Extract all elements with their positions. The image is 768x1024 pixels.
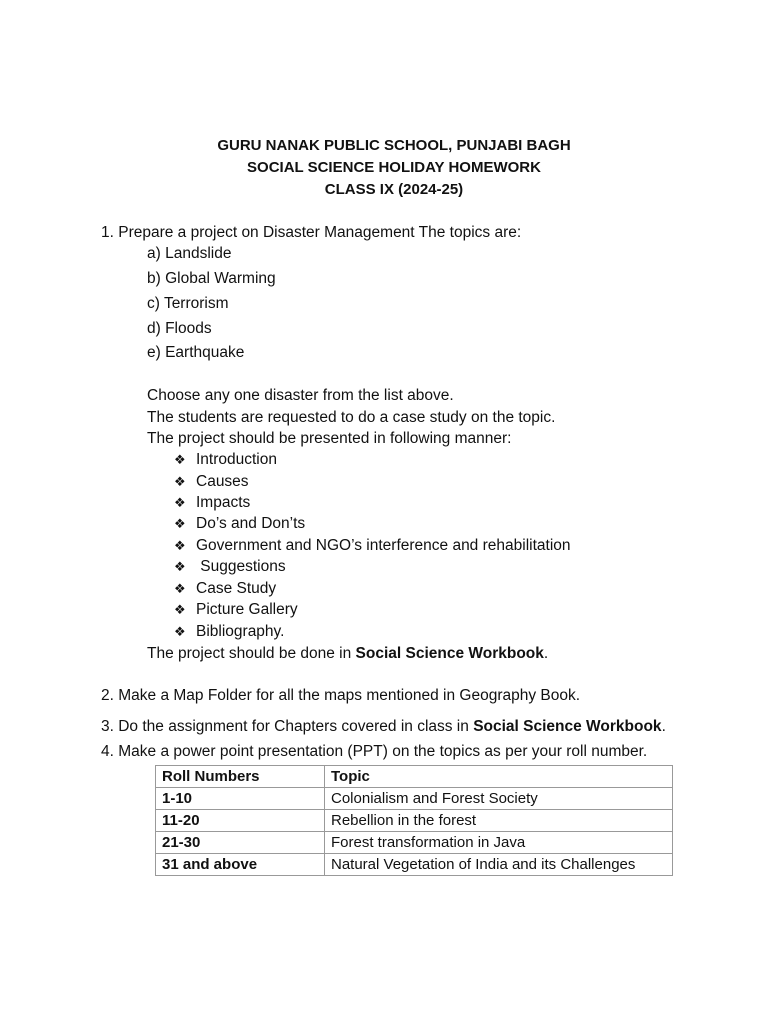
table-header-row: [156, 766, 673, 788]
table-row: [156, 832, 673, 854]
bullet-item: [174, 494, 250, 512]
diamond-bullet-icon: ❖: [174, 559, 186, 574]
project-done-prefix: The project should be done in: [147, 645, 356, 662]
bullet-label: Case Study: [196, 580, 277, 597]
q3-text: [101, 718, 666, 736]
diamond-bullet-icon: ❖: [174, 624, 186, 639]
project-done-text: [147, 645, 548, 663]
bullet-label: Picture Gallery: [196, 601, 298, 618]
table-header-cell: Roll Numbers: [156, 766, 325, 788]
topic-item: d) Floods: [147, 320, 212, 337]
diamond-bullet-icon: ❖: [174, 516, 186, 531]
diamond-bullet-icon: ❖: [174, 474, 186, 489]
school-name: GURU NANAK PUBLIC SCHOOL, PUNJABI BAGH: [217, 137, 571, 154]
roll-cell: 31 and above: [156, 854, 325, 876]
diamond-bullet-icon: ❖: [174, 581, 186, 596]
roll-cell: 1-10: [156, 788, 325, 810]
bullet-label: Do’s and Don’ts: [196, 515, 306, 532]
bullet-label: Impacts: [196, 494, 251, 511]
bullet-item: [174, 580, 276, 598]
table-header-cell: Topic: [325, 766, 673, 788]
q1-intro: 1. Prepare a project on Disaster Management The topics are:: [101, 224, 522, 241]
bullet-item: [174, 451, 277, 469]
topic-item: a) Landslide: [147, 245, 232, 262]
q2-text: 2. Make a Map Folder for all the maps mentioned in Geography Book.: [101, 687, 581, 704]
table-row: [156, 854, 673, 876]
bullet-item: [174, 515, 305, 533]
q3-prefix: 3. Do the assignment for Chapters covered in class in: [101, 718, 474, 735]
roll-cell: 11-20: [156, 810, 325, 832]
q4-text: 4. Make a power point presentation (PPT) on the topics as per your roll number.: [101, 743, 648, 760]
bullet-label: Government and NGO’s interference and rehabilitation: [196, 537, 571, 554]
bullet-item: [174, 623, 284, 641]
bullet-item: [174, 601, 298, 619]
table-row: [156, 788, 673, 810]
workbook-name: Social Science Workbook: [473, 718, 662, 735]
topic-item: b) Global Warming: [147, 270, 276, 287]
manner-text: The project should be presented in following manner:: [147, 430, 512, 447]
roll-number-table: [155, 765, 673, 876]
roll-cell: 21-30: [156, 832, 325, 854]
topic-cell: Rebellion in the forest: [325, 810, 673, 832]
diamond-bullet-icon: ❖: [174, 602, 186, 617]
topic-cell: Colonialism and Forest Society: [325, 788, 673, 810]
bullet-label: Bibliography.: [196, 623, 285, 640]
bullet-label: Suggestions: [196, 558, 286, 575]
project-done-suffix: .: [543, 645, 549, 662]
table-row: [156, 810, 673, 832]
bullet-item: [174, 473, 249, 491]
bullet-label: Causes: [196, 473, 249, 490]
bullet-label: Introduction: [196, 451, 277, 468]
bullet-item: [174, 537, 571, 555]
case-study-text: The students are requested to do a case study on the topic.: [147, 409, 556, 426]
topic-cell: Forest transformation in Java: [325, 832, 673, 854]
topic-item: e) Earthquake: [147, 344, 245, 361]
workbook-name: Social Science Workbook: [355, 645, 544, 662]
q3-suffix: .: [661, 718, 666, 735]
diamond-bullet-icon: ❖: [174, 538, 186, 553]
topic-item: c) Terrorism: [147, 295, 229, 312]
topic-cell: Natural Vegetation of India and its Challenges: [325, 854, 673, 876]
bullet-item: [174, 558, 286, 576]
diamond-bullet-icon: ❖: [174, 452, 186, 467]
class-title: CLASS IX (2024-25): [324, 181, 464, 198]
choose-text: Choose any one disaster from the list above.: [147, 387, 454, 404]
diamond-bullet-icon: ❖: [174, 495, 186, 510]
homework-title: SOCIAL SCIENCE HOLIDAY HOMEWORK: [247, 159, 541, 176]
